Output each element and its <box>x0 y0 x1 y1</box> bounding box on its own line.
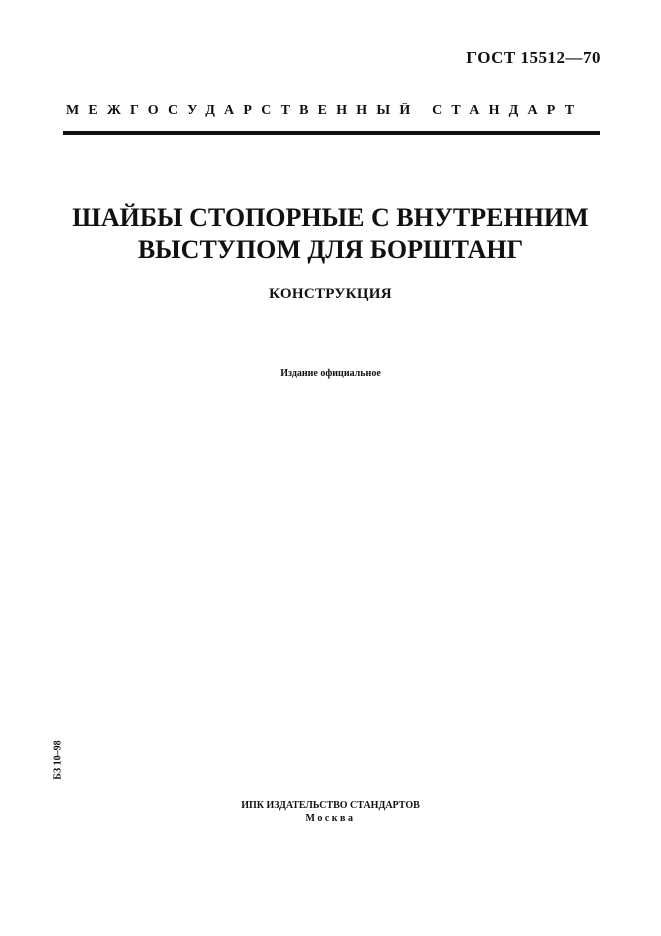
side-registration-code: БЗ 10–98 <box>52 740 64 780</box>
header-rule <box>63 131 600 135</box>
title-line-1: ШАЙБЫ СТОПОРНЫЕ С ВНУТРЕННИМ <box>72 203 589 232</box>
document-subtitle: КОНСТРУКЦИЯ <box>269 286 392 302</box>
publisher-city: Москва <box>305 813 356 824</box>
publisher-name: ИПК ИЗДАТЕЛЬСТВО СТАНДАРТОВ <box>241 800 420 811</box>
document-title <box>40 202 621 266</box>
title-line-2: ВЫСТУПОМ ДЛЯ БОРШТАНГ <box>137 235 524 264</box>
standard-code: ГОСТ 15512—70 <box>466 48 601 67</box>
standard-type-heading: МЕЖГОСУДАРСТВЕННЫЙ СТАНДАРТ <box>66 103 584 118</box>
edition-note: Издание официальное <box>280 368 381 379</box>
